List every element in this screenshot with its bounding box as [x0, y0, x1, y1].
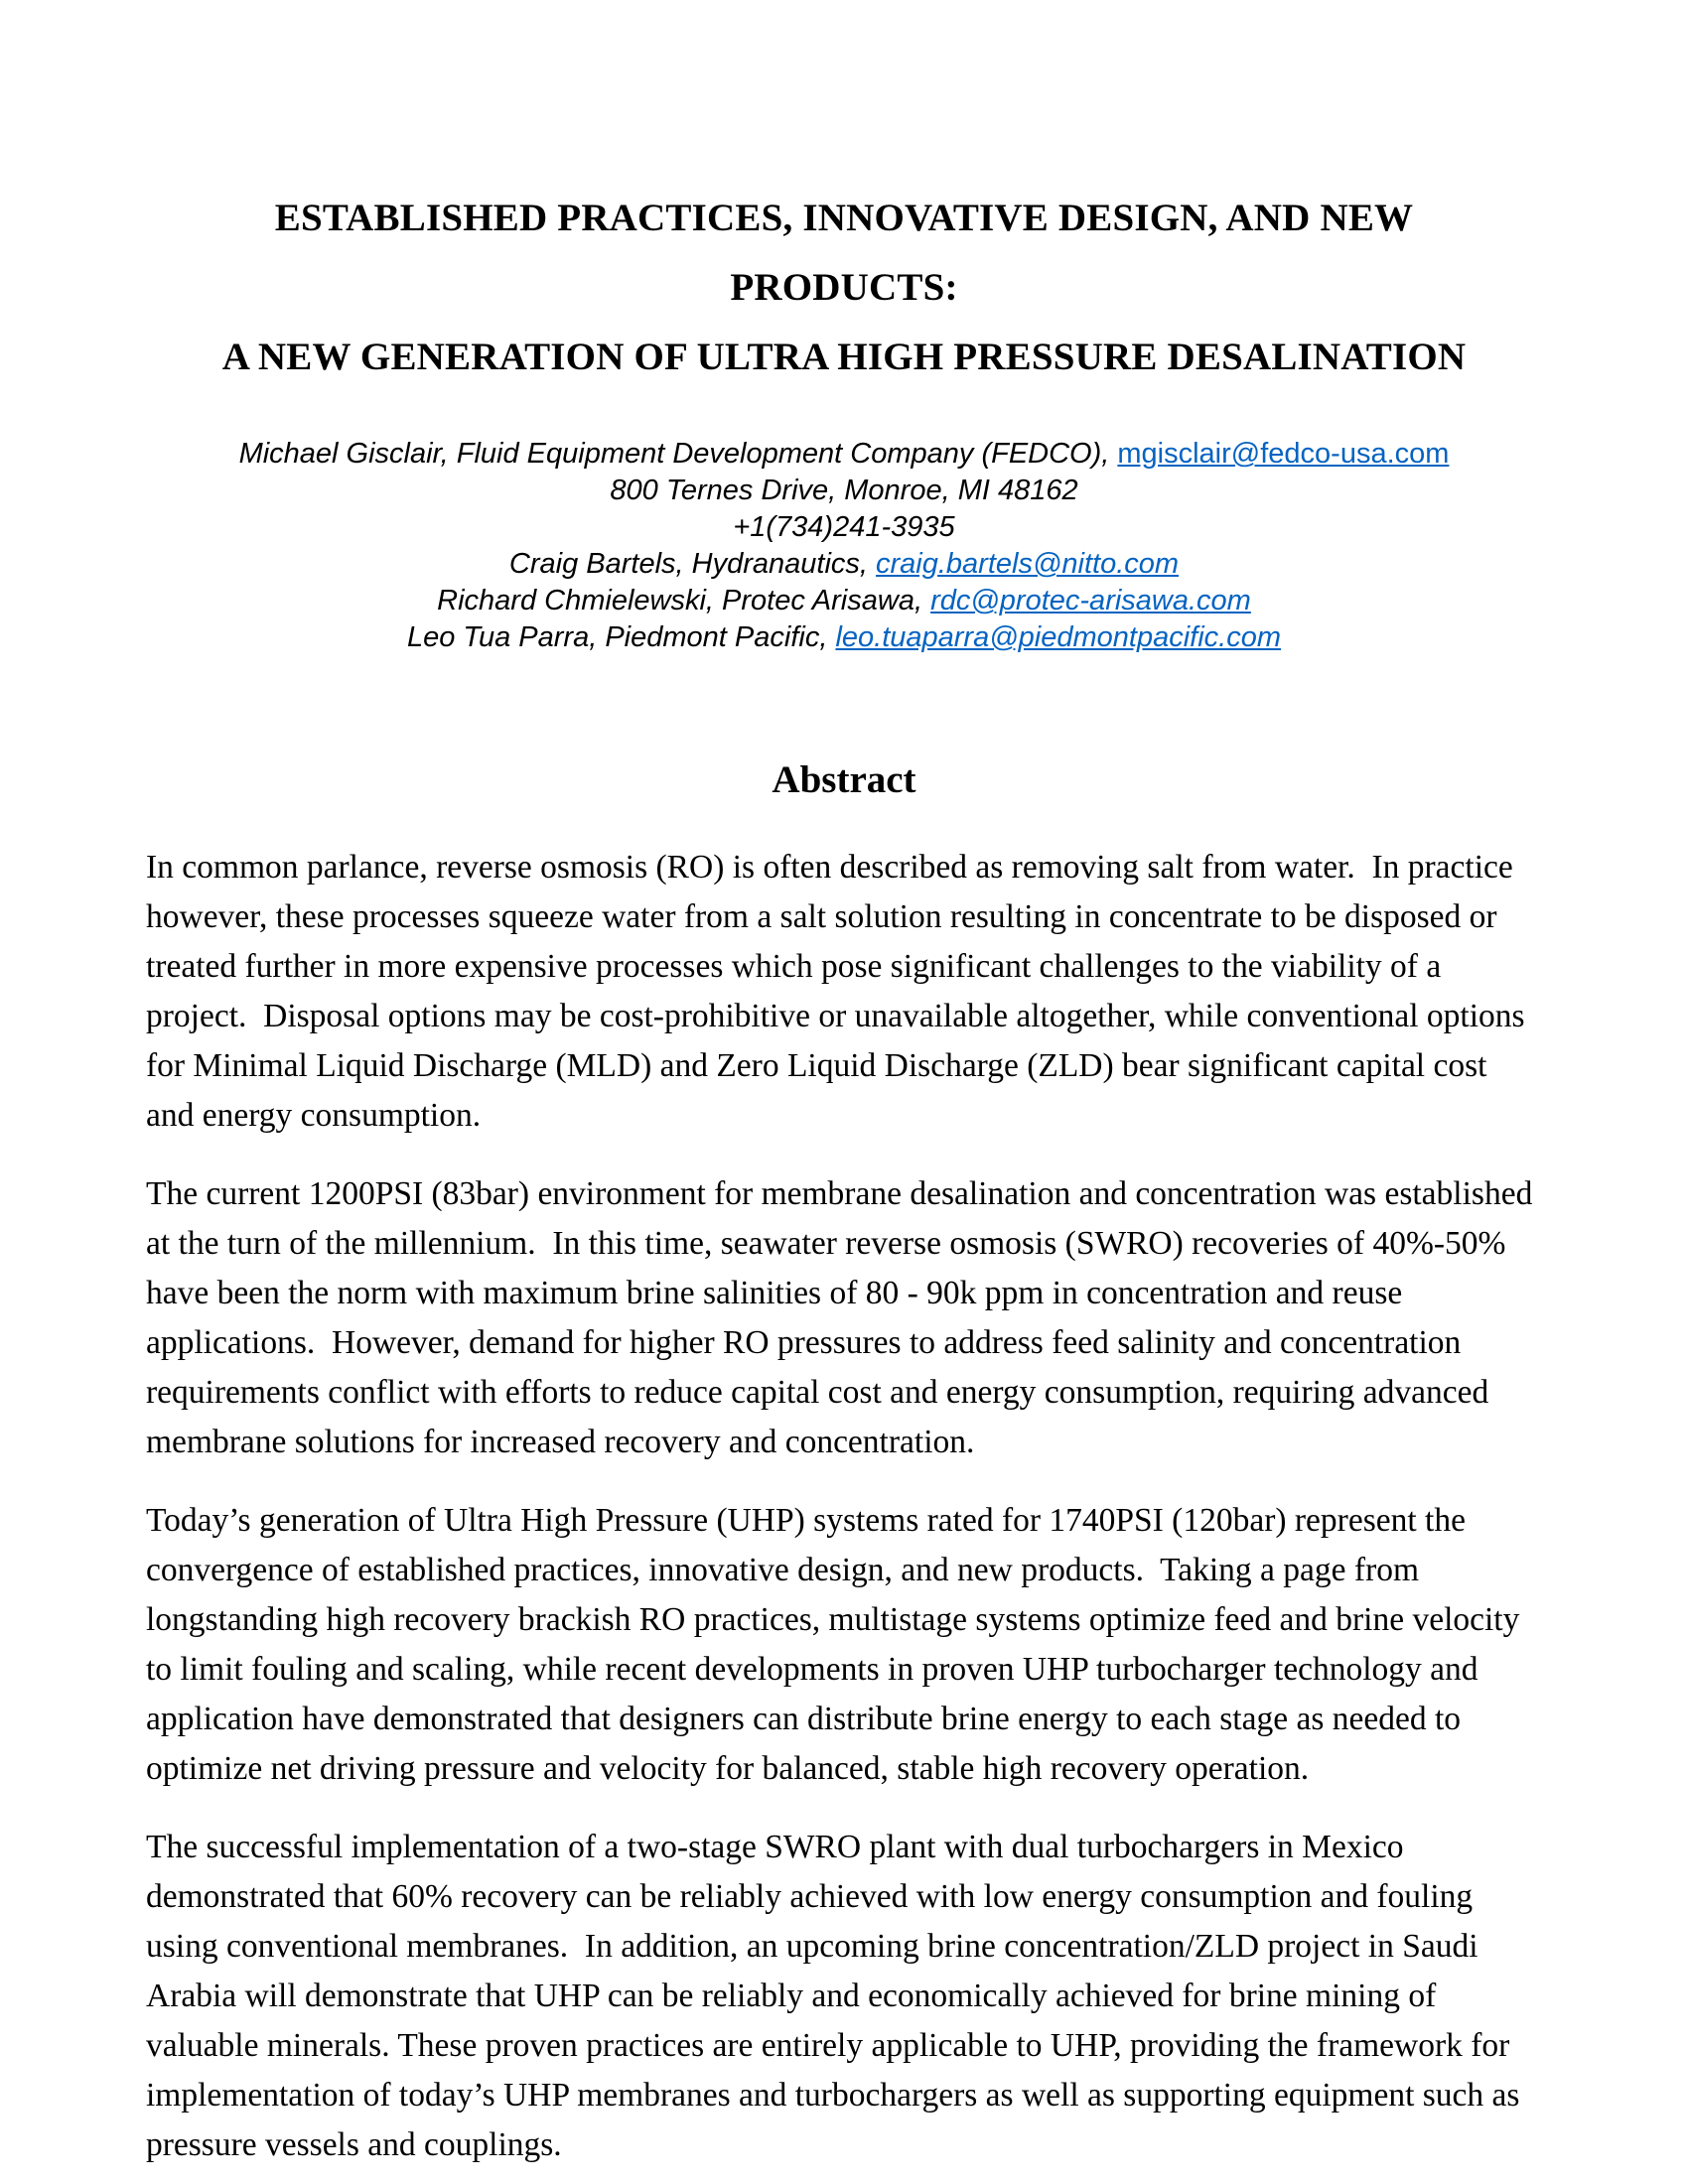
author-block: [146, 436, 1542, 656]
abstract-body: [146, 843, 1542, 2170]
author-3-affiliation: Richard Chmielewski, Protec Arisawa,: [437, 585, 931, 616]
paper-title-line-3: A NEW GENERATION OF ULTRA HIGH PRESSURE DESALINATION: [221, 336, 1467, 378]
author-line-4: [146, 619, 1542, 656]
author-4-affiliation: Leo Tua Parra, Piedmont Pacific,: [406, 621, 836, 653]
abstract-paragraph-4: The successful implementation of a two-stage SWRO plant with dual turbochargers in Mexico demonstrated that 60% recovery can be reliably achieved with low energy consumption and fouling using conventional membranes. In addition, an upcoming brine concentration/ZLD project in Saudi Arabia will demonstrate that UHP can be reliably and economically achieved for brine mining of valuable minerals. These proven practices are entirely applicable to UHP, providing the framework for implementation of today’s UHP membranes and turbochargers as well as supporting equipment such as pressure vessels and couplings.: [146, 1829, 1528, 2163]
paper-title-line-2: PRODUCTS:: [730, 266, 958, 309]
author-address-line: 800 Ternes Drive, Monroe, MI 48162: [610, 475, 1078, 506]
author-2-affiliation: Craig Bartels, Hydranautics,: [508, 548, 877, 580]
email-link-leo-tuaparra[interactable]: leo.tuaparra@piedmontpacific.com: [835, 621, 1281, 653]
author-line-1: [146, 436, 1542, 473]
email-link-craig-bartels[interactable]: craig.bartels@nitto.com: [876, 548, 1180, 580]
paper-title-line-1: ESTABLISHED PRACTICES, INNOVATIVE DESIGN, AND NEW: [274, 197, 1414, 239]
abstract-paragraph-1: In common parlance, reverse osmosis (RO) is often described as removing salt from water. In practice however, these processes squeeze water from a salt solution resulting in concentrate to be disposed or treated further in more expensive processes which pose significant challenges to the viability of a project. Disposal options may be cost-prohibitive or unavailable altogether, while conventional options for Minimal Liquid Discharge (MLD) and Zero Liquid Discharge (ZLD) bear significant capital cost and energy consumption.: [146, 849, 1533, 1134]
email-link-mgisclair[interactable]: mgisclair@fedco-usa.com: [1117, 438, 1450, 470]
author-1-affiliation: Michael Gisclair, Fluid Equipment Development Company (FEDCO),: [238, 438, 1118, 470]
paper-title: [146, 184, 1542, 392]
author-line-3: [146, 583, 1542, 619]
abstract-paragraph-2: The current 1200PSI (83bar) environment for membrane desalination and concentration was established at the turn of the millennium. In this time, seawater reverse osmosis (SWRO) recoveries of 40%-50% have been the norm with maximum brine salinities of 80 - 90k ppm in concentration and reuse applications. However, demand for higher RO pressures to address feed salinity and concentration requirements conflict with efforts to reduce capital cost and energy consumption, requiring advanced membrane solutions for increased recovery and concentration.: [146, 1175, 1541, 1460]
email-link-rdc[interactable]: rdc@protec-arisawa.com: [930, 585, 1251, 616]
author-phone-line: +1(734)241-3935: [733, 511, 955, 543]
abstract-paragraph-3: Today’s generation of Ultra High Pressure (UHP) systems rated for 1740PSI (120bar) represent the convergence of established practices, innovative design, and new products. Taking a page from longstanding high recovery brackish RO practices, multistage systems optimize feed and brine velocity to limit fouling and scaling, while recent developments in proven UHP turbocharger technology and application have demonstrated that designers can distribute brine energy to each stage as needed to optimize net driving pressure and velocity for balanced, stable high recovery operation.: [146, 1502, 1528, 1787]
abstract-heading: Abstract: [772, 758, 916, 801]
author-line-2: [146, 546, 1542, 583]
